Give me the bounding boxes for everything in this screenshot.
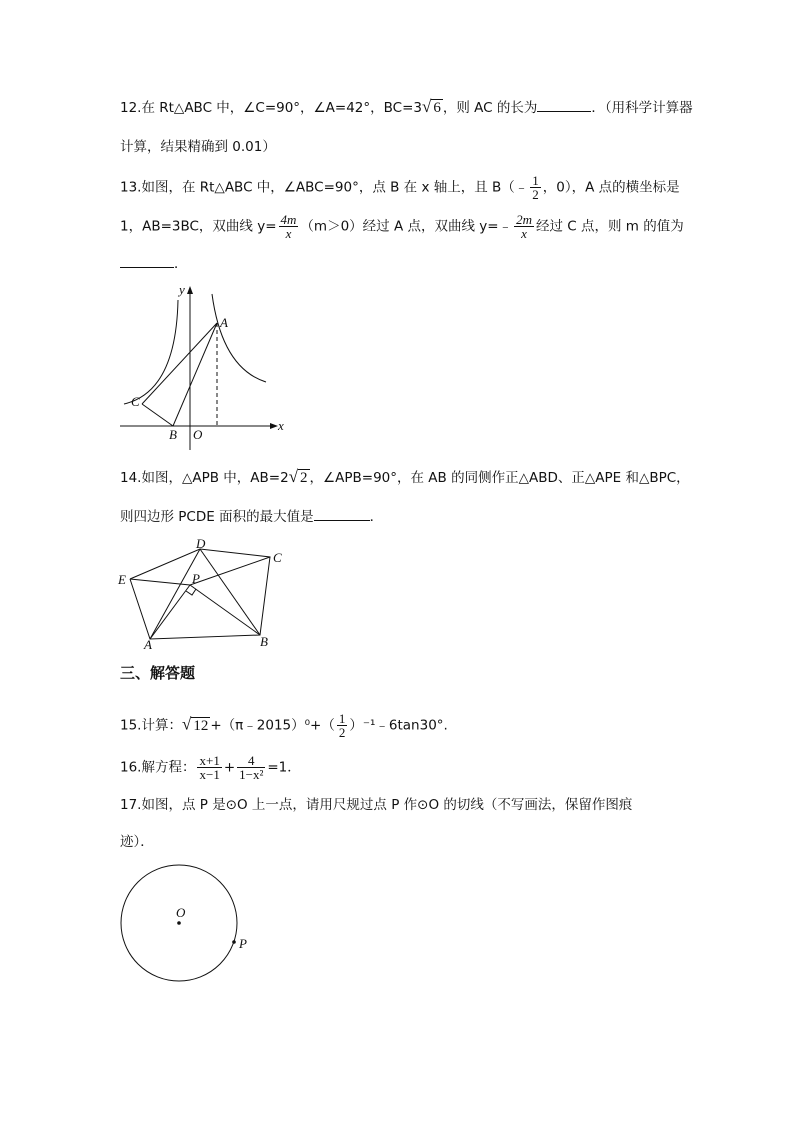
point-e-label: E — [118, 572, 126, 587]
q17-circle-figure — [118, 862, 268, 992]
q12-line-2-text: 计算，结果精确到 0.01） — [120, 139, 276, 155]
q17-line-2 — [120, 832, 154, 852]
q15-text-b: +（π﹣2015）⁰+（ — [210, 717, 335, 734]
q13-text-a: 13.如图，在 Rt△ABC 中，∠ABC=90°，点 B 在 x 轴上，且 B（﹣ — [120, 179, 529, 196]
point-b-label: B — [260, 634, 268, 649]
q13-line2-b: （m＞0）经过 A 点，双曲线 y=﹣ — [300, 218, 513, 235]
y-axis-label: y — [179, 282, 185, 297]
q17-line-2-text: 迹）． — [120, 834, 154, 850]
q17-line-1 — [120, 795, 632, 815]
q13-answer-blank[interactable] — [120, 255, 174, 268]
center-o-label: O — [176, 905, 186, 920]
q14-text-a: 14.如图，△APB 中，AB=2 — [120, 470, 289, 486]
q13-fraction-2m-x: $\frac{2m}{x}$ — [516, 212, 532, 241]
q14-line-1 — [120, 467, 690, 488]
q16-fraction-1: $\frac{x+1}{x-1}$ — [199, 753, 220, 782]
q13-line2-a: 1，AB=3BC，双曲线 y= — [120, 218, 277, 235]
q13-line-1 — [120, 174, 680, 201]
q13-line-3 — [120, 254, 188, 274]
q15-half-fraction: $\frac{1}{2}$ — [338, 711, 346, 740]
q13-fraction-4m-x: $\frac{4m}{x}$ — [280, 212, 297, 241]
q15-text-c: ）⁻¹﹣6tan30°. — [349, 717, 448, 734]
point-a-label: A — [144, 637, 152, 652]
q12-text-c: ．（用科学计算器 — [591, 100, 693, 116]
point-d-label: D — [196, 536, 206, 551]
q12-line-2 — [120, 137, 276, 157]
q16-text-a: 16.解方程： — [120, 759, 196, 776]
sqrt-symbol: √ — [422, 97, 432, 116]
q15-text-a: 15.计算： — [120, 717, 182, 734]
point-c-label: C — [273, 550, 282, 565]
q13-line-2 — [120, 213, 684, 240]
q15-line — [120, 712, 448, 739]
q12-text-b: ，则 AC 的长为 — [442, 100, 538, 116]
q13-line2-c: 经过 C 点，则 m 的值为 — [535, 218, 684, 235]
q12-answer-blank[interactable] — [537, 99, 591, 112]
q14-line-2 — [120, 507, 383, 527]
q17-line-1-text: 17.如图，点 P 是⊙O 上一点，请用尺规过点 P 作⊙O 的切线（不写画法，保留作图痕 — [120, 797, 633, 813]
point-p-label: P — [192, 571, 200, 586]
q16-plus: + — [223, 759, 236, 776]
q14-line2-end: ． — [369, 509, 384, 525]
point-p-label: P — [239, 936, 247, 951]
origin-label: O — [193, 427, 203, 442]
point-c-label: C — [131, 394, 140, 409]
q13-hyperbola-figure — [118, 280, 298, 455]
sqrt-symbol: √ — [181, 714, 192, 734]
q13-text-b: ，0），A 点的横坐标是 — [542, 179, 680, 196]
x-axis-label: x — [278, 418, 284, 433]
q15-radicand: 12 — [193, 717, 209, 734]
point-a-label: A — [220, 315, 228, 330]
q14-line-2-text: 则四边形 PCDE 面积的最大值是 — [120, 509, 314, 525]
q14-quadrilateral-figure — [116, 535, 296, 655]
q16-fraction-2: $\frac{4}{\text{1−x²}}$ — [239, 753, 264, 782]
q12-text-a: 12.在 Rt△ABC 中，∠C=90°，∠A=42°，BC=3 — [120, 100, 422, 116]
q14-answer-blank[interactable] — [314, 508, 370, 521]
q14-text-b: ，∠APB=90°，在 AB 的同侧作正△ABD、正△APE 和△BPC， — [309, 470, 690, 486]
sqrt-symbol: √ — [288, 467, 299, 486]
point-b-label: B — [169, 427, 177, 442]
section-heading: 三、解答题 — [120, 664, 196, 682]
q16-line — [120, 754, 301, 781]
q12-radicand: 6 — [433, 100, 441, 116]
q12-line-1 — [120, 97, 693, 118]
q14-radicand: 2 — [300, 470, 308, 486]
q16-text-b: =1． — [267, 759, 301, 776]
q13-half-fraction: $\frac{1}{2}$ — [532, 173, 539, 202]
q13-line3-end: ． — [174, 256, 188, 272]
